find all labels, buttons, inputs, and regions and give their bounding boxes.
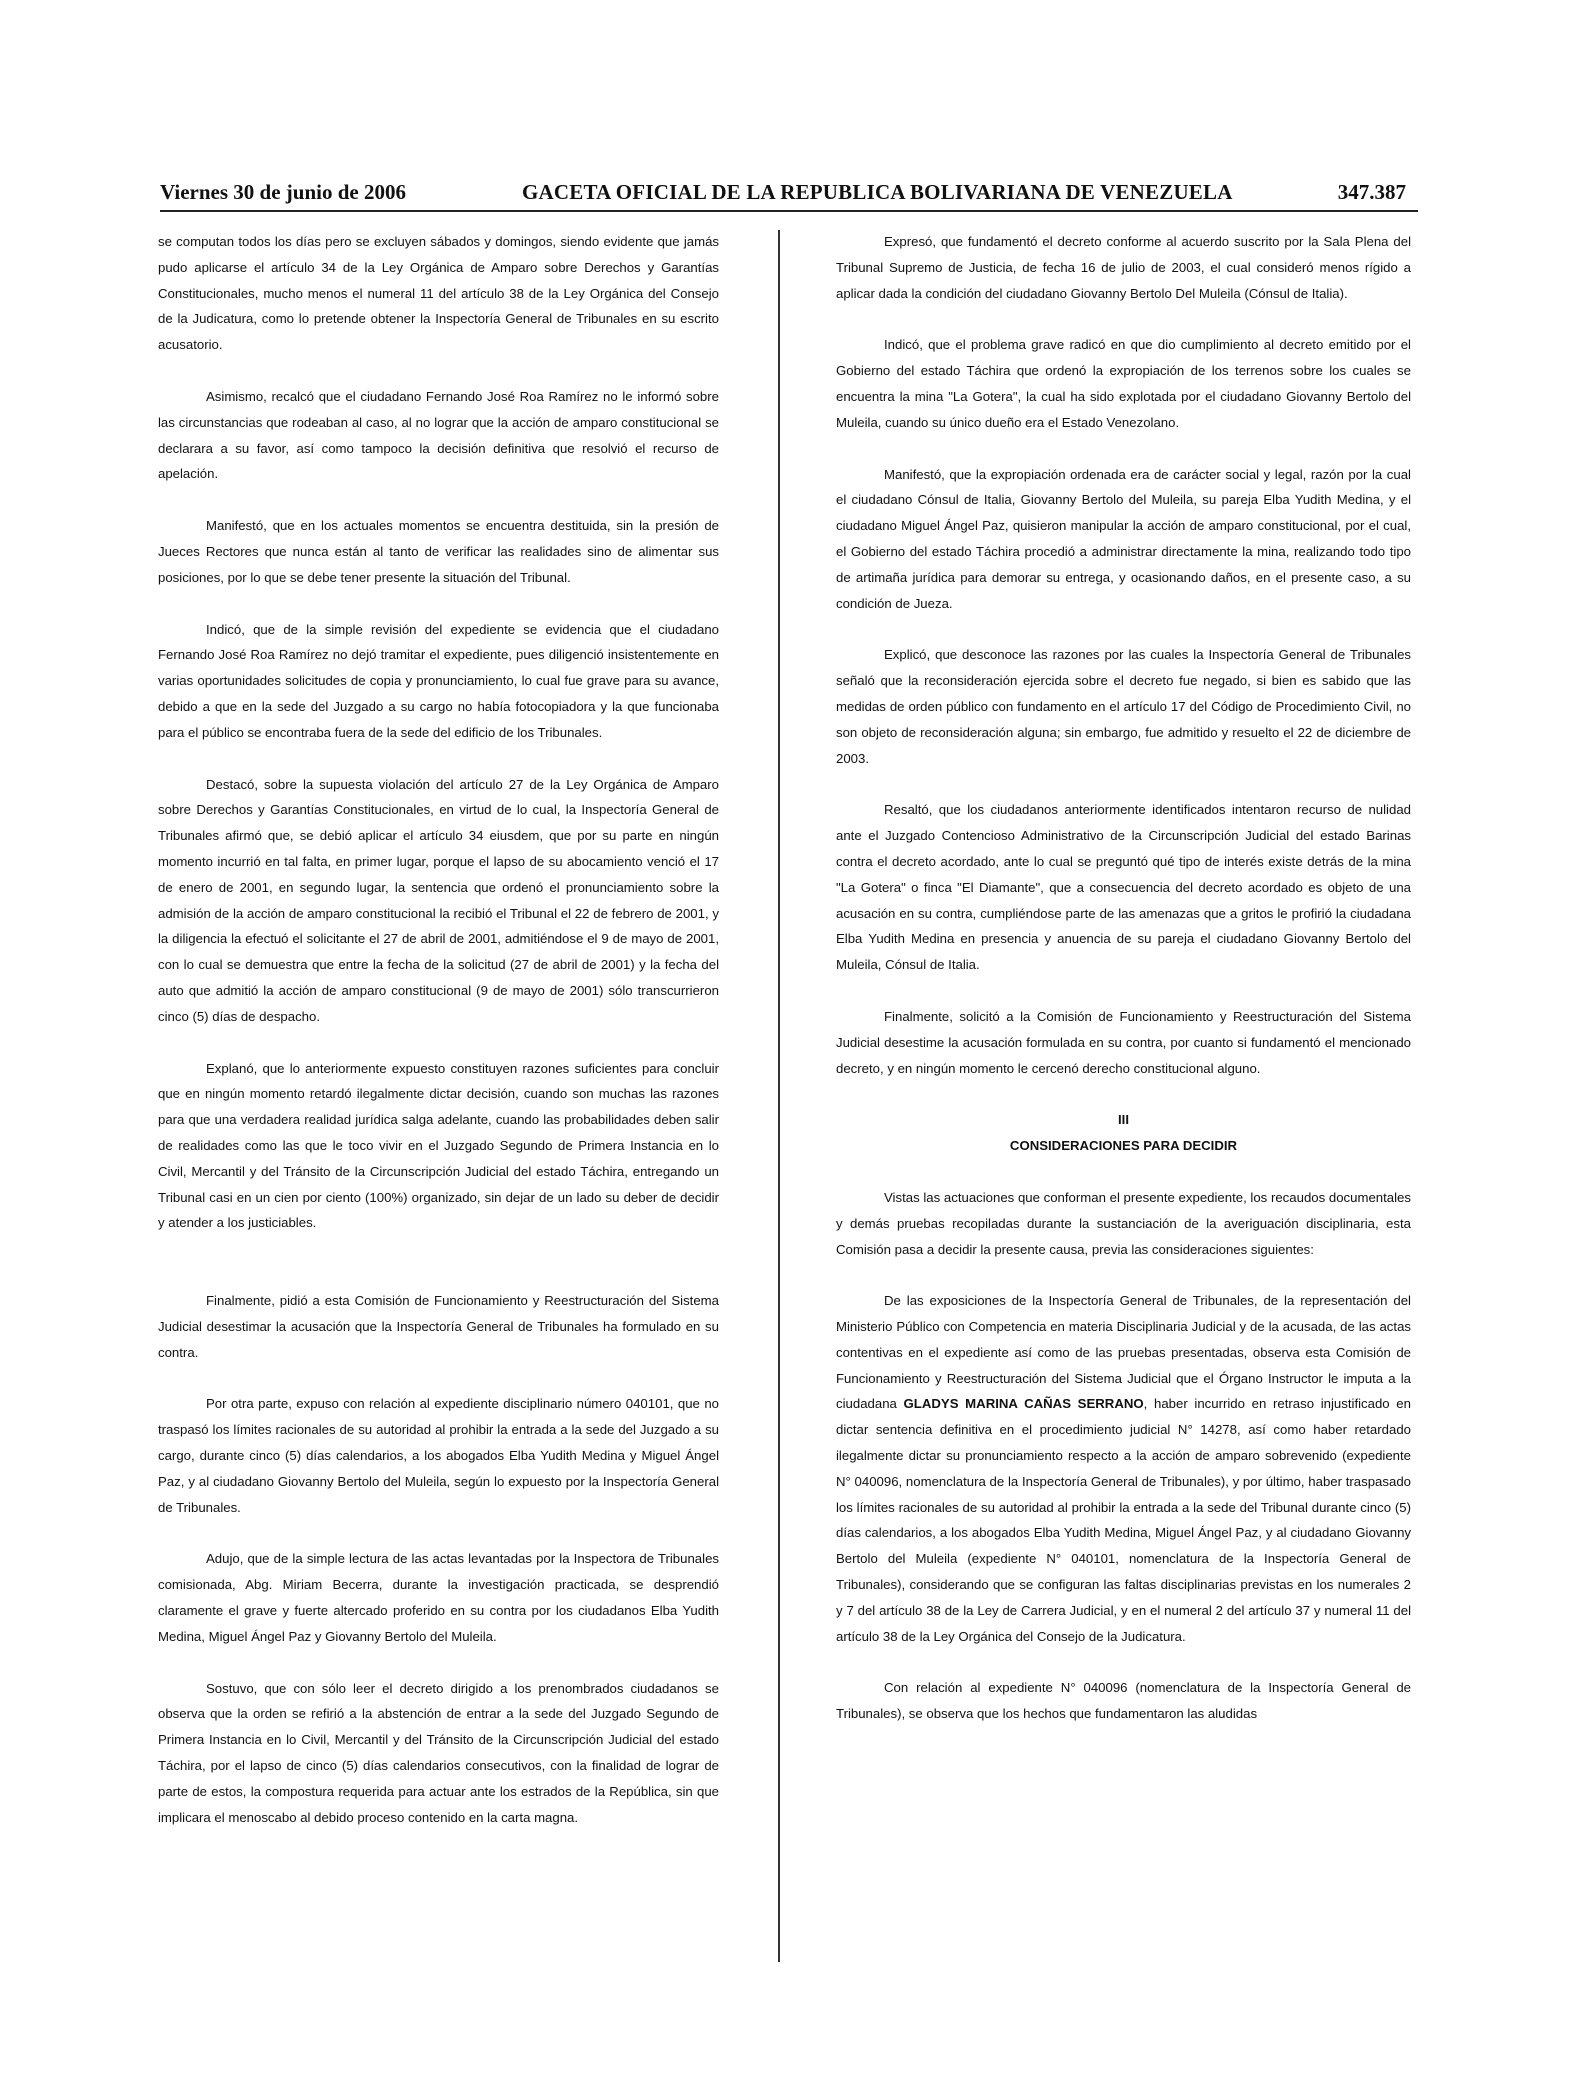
right-paragraph-1: Expresó, que fundamentó el decreto conforme al acuerdo suscrito por la Sala Plena del Tribunal Supremo de Justicia, de fecha 16 de julio de 2003, el cual consideró menos rígido a aplicar dada la condición del ciudadano Giovanny Bertolo Del Muleila (Cónsul de Italia).	[836, 234, 1411, 301]
left-paragraph-1: se computan todos los días pero se excluyen sábados y domingos, siendo evidente que jamás pudo aplicarse el artículo 34 de la Ley Orgánica de Amparo sobre Derechos y Garantías Constitucionales, mucho menos el numeral 11 del artículo 38 de la Ley Orgánica del Consejo de la Judicatura, como lo pretende obtener la Inspectoría General de Tribunales en su escrito acusatorio.	[158, 234, 719, 353]
right-paragraph-6: Finalmente, solicitó a la Comisión de Funcionamiento y Reestructuración del Sistema Judicial desestime la acusación formulada en su contra, por cuanto si fundamentó el mencionado decreto, y en ningún momento le cercenó derecho constitucional alguno.	[836, 1008, 1411, 1076]
right-paragraph-3: Manifestó, que la expropiación ordenada era de carácter social y legal, razón por la cual el ciudadano Cónsul de Italia, Giovanny Bertolo del Muleila, su pareja Elba Yudith Medina, y el ciudadano Miguel Ángel Paz, quisieron manipular la acción de amparo constitucional, por el cual, el Gobierno del estado Táchira procedió a administrar directamente la mina, realizando todo tipo de artimaña jurídica para demorar su entrega, y ocasionando daños, en el presente caso, a su condición de Jueza.	[836, 466, 1411, 611]
left-paragraph-2: Asimismo, recalcó que el ciudadano Fernando José Roa Ramírez no le informó sobre las circunstancias que rodeaban al caso, al no lograr que la acción de amparo constitucional se declarara a su favor, así como tampoco la decisión definitiva que resolvió el recurso de apelación.	[158, 388, 719, 482]
left-paragraph-3: Manifestó, que en los actuales momentos se encuentra destituida, sin la presión de Jueces Rectores que nunca están al tanto de verificar las realidades sino de alimentar sus posiciones, por lo que se debe tener presente la situación del Tribunal.	[158, 518, 719, 585]
left-paragraph-6: Explanó, que lo anteriormente expuesto constituyen razones suficientes para concluir que en ningún momento retardó ilegalmente dictar decisión, cuando son muchas las razones para que una verdadera realidad jurídica salga adelante, cuando las probabilidades deben salir de realidades como las que le toco vivir en el Juzgado Segundo de Primera Instancia en lo Civil, Mercantil y del Tránsito de la Circunscripción Judicial del estado Táchira, entregando un Tribunal casi en un cien por ciento (100%) organizado, sin dejar de un lado su deber de decidir y atender a los justiciables.	[158, 1060, 719, 1231]
left-paragraph-5: Destacó, sobre la supuesta violación del artículo 27 de la Ley Orgánica de Amparo sobre Derechos y Garantías Constitucionales, en virtud de lo cual, la Inspectoría General de Tribunales afirmó que, se debió aplicar el artículo 34 eiusdem, que por su parte en ningún momento incurrió en tal falta, en primer lugar, porque el lapso de su abocamiento venció el 17 de enero de 2001, en segundo lugar, la sentencia que ordenó el pronunciamiento sobre la admisión de la acción de amparo constitucional la recibió el Tribunal el 22 de febrero de 2001, y la diligencia la efectuó el solicitante el 27 de abril de 2001, admitiéndose el 9 de mayo de 2001, con lo cual se demuestra que entre la fecha de la solicitud (27 de abril de 2001) y la fecha del auto que admitió la acción de amparo constitucional (9 de mayo de 2001) sólo transcurrieron cinco (5) días de despacho.	[158, 776, 719, 1024]
column-divider	[778, 230, 780, 1962]
left-paragraph-4: Indicó, que de la simple revisión del expediente se evidencia que el ciudadano Fernando José Roa Ramírez no dejó tramitar el expediente, pues diligenció insistentemente en varias oportunidades solicitudes de copia y pronunciamiento, lo cual fue grave para su avance, debido a que en la sede del Juzgado a su cargo no había fotocopiadora y la que funcionaba para el público se encontraba fuera de la sede del edificio de los Tribunales.	[158, 621, 719, 740]
right-paragraph-5: Resaltó, que los ciudadanos anteriormente identificados intentaron recurso de nulidad ante el Juzgado Contencioso Administrativo de la Circunscripción Judicial del estado Barinas contra el decreto acordado, ante lo cual se preguntó qué tipo de interés existe detrás de la mina "La Gotera" o finca "El Diamante", que a consecuencia del decreto acordado es objeto de una acusación en su contra, cumpliéndose parte de las amenazas que a gritos le profirió la ciudadana Elba Yudith Medina en presencia y anuencia de su pareja el ciudadano Giovanny Bertolo del Muleila, Cónsul de Italia.	[836, 802, 1411, 973]
right-paragraph-2: Indicó, que el problema grave radicó en que dio cumplimiento al decreto emitido por el Gobierno del estado Táchira que ordenó la expropiación de los terrenos sobre los cuales se encuentra la mina "La Gotera", la cual ha sido explotada por el ciudadano Giovanny Bertolo del Muleila, cuando su único dueño era el Estado Venezolano.	[836, 337, 1411, 430]
right-paragraph-7: Vistas las actuaciones que conforman el presente expediente, los recaudos documentales y demás pruebas recopiladas durante la sustanciación de la averiguación disciplinaria, esta Comisión pasa a decidir la presente causa, previa las consideraciones siguientes:	[836, 1189, 1411, 1257]
section-title: CONSIDERACIONES PARA DECIDIR	[1009, 1138, 1238, 1154]
header-rule	[160, 210, 1418, 212]
right-paragraph-8-part-b: , haber incurrido en retraso injustificado en dictar sentencia definitiva en el procedimiento judicial N° 14278, así como haber retardado ilegalmente dictar su pronunciamiento respecto a la acción de amparo sobrevenido (expediente N° 040096, nomenclatura de la Inspectoría General de Tribunales), y por último, haber traspasado los límites racionales de su autoridad al prohibir la entrada a la sede del Tribunal durante cinco (5) días calendarios, a los abogados Elba Yudith Medina, Miguel Ángel Paz, y al ciudadano Giovanny Bertolo del Muleila (expediente N° 040101, nomenclatura de la Inspectoría General de Tribunales), considerando que se configuran las faltas disciplinarias previstas en los numerales 2 y 7 del artículo 38 de la Ley de Carrera Judicial, y en el numeral 2 del artículo 37 y numeral 11 del artículo 38 de la Ley Orgánica del Consejo de la Judicatura.	[836, 1396, 1411, 1644]
right-column	[836, 229, 1411, 1727]
right-paragraph-8-part-a: De las exposiciones de la Inspectoría General de Tribunales, de la representación del Ministerio Público con Competencia en materia Disciplinaria Judicial y de la acusada, de las actas contentivas en el expediente así como de las pruebas presentadas, observa esta Comisión de Funcionamiento y Reestructuración del Sistema Judicial que el Órgano Instructor le imputa a la ciudadana	[836, 1293, 1411, 1412]
left-paragraph-7: Finalmente, pidió a esta Comisión de Funcionamiento y Reestructuración del Sistema Judicial desestimar la acusación que la Inspectoría General de Tribunales ha formulado en su contra.	[158, 1293, 719, 1360]
header-date: Viernes 30 de junio de 2006	[160, 180, 406, 204]
header-title: GACETA OFICIAL DE LA REPUBLICA BOLIVARIANA DE VENEZUELA	[522, 180, 1233, 204]
left-paragraph-9: Adujo, que de la simple lectura de las actas levantadas por la Inspectora de Tribunales comisionada, Abg. Miriam Becerra, durante la investigación practicada, se desprendió claramente el grave y fuerte altercado proferido en su contra por los ciudadanos Elba Yudith Medina, Miguel Ángel Paz y Giovanny Bertolo del Muleila.	[158, 1551, 719, 1644]
left-column	[158, 229, 719, 1830]
header-page-number: 347.387	[1337, 180, 1406, 204]
right-paragraph-4: Explicó, que desconoce las razones por las cuales la Inspectoría General de Tribunales señaló que la reconsideración ejercida sobre el decreto fue negado, si bien es sabido que las medidas de orden público con fundamento en el artículo 17 del Código de Procedimiento Civil, no son objeto de reconsideración alguna; sin embargo, fue admitido y resuelto el 22 de diciembre de 2003.	[836, 647, 1411, 766]
page-header	[160, 180, 1418, 214]
right-paragraph-8	[836, 1288, 1411, 1649]
right-paragraph-9: Con relación al expediente N° 040096 (nomenclatura de la Inspectoría General de Tribunales), se observa que los hechos que fundamentaron las aludidas	[836, 1680, 1411, 1722]
left-paragraph-10: Sostuvo, que con sólo leer el decreto dirigido a los prenombrados ciudadanos se observa que la orden se refirió a la abstención de entrar a la sede del Juzgado Segundo de Primera Instancia en lo Civil, Mercantil y del Tránsito de la Circunscripción Judicial del estado Táchira, por el lapso de cinco (5) días calendarios consecutivos, con la finalidad de lograr de parte de estos, la compostura requerida para actuar ante los estrados de la República, sin que implicara el menoscabo al debido proceso contenido en la carta magna.	[158, 1680, 719, 1825]
left-paragraph-8: Por otra parte, expuso con relación al expediente disciplinario número 040101, que no traspasó los límites racionales de su autoridad al prohibir la entrada a la sede del Juzgado a su cargo, durante cinco (5) días calendarios, a los abogados Elba Yudith Medina y Miguel Ángel Paz, y al ciudadano Giovanny Bertolo del Muleila, según lo expuesto por la Inspectoría General de Tribunales.	[158, 1396, 719, 1515]
section-number: III	[1118, 1112, 1129, 1128]
accused-name: GLADYS MARINA CAÑAS SERRANO	[903, 1396, 1144, 1412]
